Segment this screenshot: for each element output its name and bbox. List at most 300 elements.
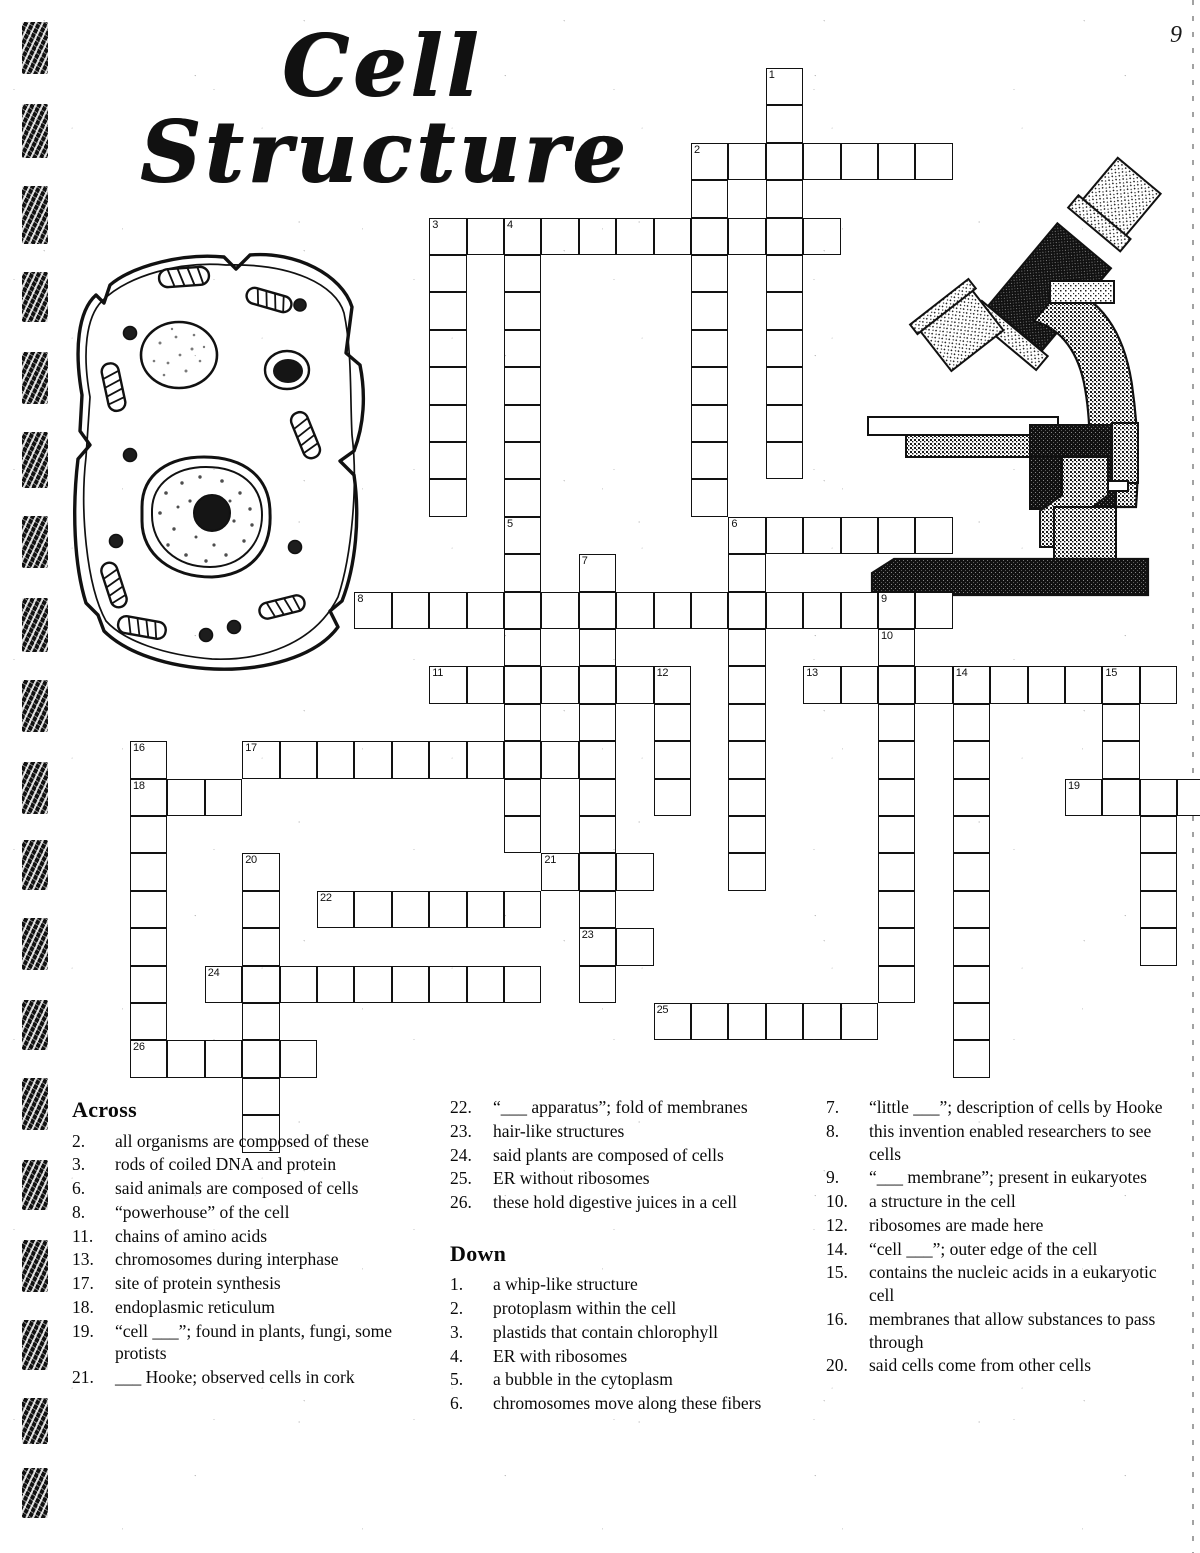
clue-text: membranes that allow substances to pass through bbox=[869, 1308, 1156, 1352]
crossword-cell[interactable] bbox=[579, 704, 616, 741]
down-clue-item bbox=[826, 1120, 1186, 1166]
crossword-cell[interactable] bbox=[541, 218, 578, 255]
crossword-cell-number: 16 bbox=[133, 742, 145, 755]
crossword-cell-number: 10 bbox=[881, 630, 893, 642]
crossword-cell[interactable] bbox=[541, 741, 578, 778]
crossword-cell[interactable] bbox=[579, 554, 616, 591]
clue-number: 14. bbox=[826, 1238, 848, 1259]
crossword-cell[interactable] bbox=[429, 442, 466, 479]
clue-number: 6. bbox=[450, 1393, 464, 1414]
crossword-cell[interactable] bbox=[504, 816, 541, 853]
crossword-cell[interactable] bbox=[130, 1040, 167, 1077]
crossword-cell[interactable] bbox=[504, 442, 541, 479]
crossword-cell[interactable] bbox=[654, 1003, 691, 1040]
crossword-cell[interactable] bbox=[841, 666, 878, 703]
across-clue-item bbox=[450, 1144, 800, 1167]
clue-text: rods of coiled DNA and protein bbox=[115, 1154, 337, 1175]
crossword-cell[interactable] bbox=[841, 143, 878, 180]
crossword-cell[interactable] bbox=[579, 966, 616, 1003]
crossword-cell[interactable] bbox=[953, 853, 990, 890]
crossword-cell-number: 3 bbox=[432, 218, 439, 231]
down-clue-item bbox=[826, 1166, 1186, 1189]
crossword-cell[interactable] bbox=[728, 629, 765, 666]
across-heading: Across bbox=[72, 1097, 137, 1122]
clue-number: 2. bbox=[72, 1130, 86, 1151]
across-clue-item bbox=[72, 1296, 427, 1319]
crossword-cell[interactable] bbox=[766, 218, 803, 255]
crossword-cell[interactable] bbox=[429, 891, 466, 928]
crossword-cell[interactable] bbox=[803, 517, 840, 554]
clue-text: said animals are composed of cells bbox=[115, 1178, 359, 1199]
crossword-cell[interactable] bbox=[579, 666, 616, 703]
crossword-cell[interactable] bbox=[205, 966, 242, 1003]
across-clue-item bbox=[72, 1130, 427, 1153]
crossword-cell[interactable] bbox=[728, 666, 765, 703]
crossword-cell[interactable] bbox=[1140, 666, 1177, 703]
crossword-cell[interactable] bbox=[1140, 928, 1177, 965]
crossword-cell[interactable] bbox=[915, 143, 952, 180]
crossword-cell[interactable] bbox=[504, 554, 541, 591]
crossword-cell[interactable] bbox=[317, 891, 354, 928]
crossword-cell[interactable] bbox=[242, 966, 279, 1003]
crossword-cell[interactable] bbox=[766, 442, 803, 479]
crossword-cell[interactable] bbox=[691, 180, 728, 217]
crossword-cell[interactable] bbox=[766, 517, 803, 554]
across-clue-item bbox=[72, 1320, 427, 1366]
across-clue-item bbox=[72, 1201, 427, 1224]
crossword-cell[interactable] bbox=[242, 891, 279, 928]
clue-column-right bbox=[826, 1096, 1186, 1378]
crossword-cell[interactable] bbox=[953, 741, 990, 778]
crossword-cell[interactable] bbox=[1102, 666, 1139, 703]
crossword-cell[interactable] bbox=[429, 741, 466, 778]
crossword-cell[interactable] bbox=[579, 741, 616, 778]
crossword-cell[interactable] bbox=[878, 891, 915, 928]
crossword-cell[interactable] bbox=[878, 143, 915, 180]
crossword-cell[interactable] bbox=[579, 779, 616, 816]
crossword-cell[interactable] bbox=[841, 592, 878, 629]
clue-number: 22. bbox=[450, 1097, 472, 1117]
crossword-cell[interactable] bbox=[728, 816, 765, 853]
crossword-cell[interactable] bbox=[691, 367, 728, 404]
crossword-cell[interactable] bbox=[130, 966, 167, 1003]
crossword-cell[interactable] bbox=[504, 966, 541, 1003]
crossword-cell[interactable] bbox=[878, 816, 915, 853]
crossword-cell[interactable] bbox=[504, 592, 541, 629]
crossword-cell[interactable] bbox=[878, 779, 915, 816]
crossword-cell[interactable] bbox=[803, 143, 840, 180]
crossword-cell[interactable] bbox=[130, 1003, 167, 1040]
clue-number: 21. bbox=[72, 1367, 94, 1388]
crossword-cell[interactable] bbox=[878, 966, 915, 1003]
crossword-cell[interactable] bbox=[167, 1040, 204, 1077]
crossword-cell[interactable] bbox=[691, 292, 728, 329]
crossword-cell[interactable] bbox=[728, 554, 765, 591]
crossword-cell[interactable] bbox=[429, 218, 466, 255]
crossword-cell[interactable] bbox=[504, 704, 541, 741]
crossword-cell[interactable] bbox=[579, 629, 616, 666]
crossword-cell[interactable] bbox=[766, 592, 803, 629]
crossword-cell[interactable] bbox=[728, 218, 765, 255]
crossword-cell-number: 20 bbox=[245, 854, 257, 867]
clue-text: chromosomes move along these fibers bbox=[493, 1393, 762, 1414]
clue-text: these hold digestive juices in a cell bbox=[493, 1192, 737, 1212]
title-line-1: Cell bbox=[282, 16, 483, 115]
crossword-cell-number: 4 bbox=[507, 218, 513, 231]
crossword-cell[interactable] bbox=[242, 928, 279, 965]
down-clue-item bbox=[450, 1321, 800, 1344]
crossword-cell[interactable] bbox=[130, 816, 167, 853]
crossword-cell[interactable] bbox=[953, 704, 990, 741]
clue-text: “___ membrane”; present in eukaryotes bbox=[869, 1167, 1147, 1188]
crossword-cell[interactable] bbox=[953, 779, 990, 816]
crossword-cell[interactable] bbox=[429, 966, 466, 1003]
crossword-cell[interactable] bbox=[429, 592, 466, 629]
crossword-cell[interactable] bbox=[803, 218, 840, 255]
clue-text: ER with ribosomes bbox=[493, 1345, 628, 1366]
across-clue-item bbox=[450, 1167, 800, 1190]
crossword-cell[interactable] bbox=[766, 292, 803, 329]
crossword-cell[interactable] bbox=[616, 592, 653, 629]
crossword-cell[interactable] bbox=[654, 592, 691, 629]
crossword-cell[interactable] bbox=[541, 853, 578, 890]
crossword-cell[interactable] bbox=[1140, 853, 1177, 890]
crossword-cell[interactable] bbox=[1102, 779, 1139, 816]
crossword-cell[interactable] bbox=[467, 741, 504, 778]
crossword-cell[interactable] bbox=[205, 1040, 242, 1077]
crossword-cell[interactable] bbox=[691, 442, 728, 479]
crossword-cell[interactable] bbox=[728, 1003, 765, 1040]
crossword-cell-number: 21 bbox=[544, 854, 557, 867]
crossword-cell[interactable] bbox=[878, 741, 915, 778]
clue-text: chains of amino acids bbox=[115, 1225, 268, 1246]
crossword-cell[interactable] bbox=[766, 143, 803, 180]
crossword-cell-number: 22 bbox=[320, 891, 332, 904]
clue-number: 23. bbox=[450, 1120, 472, 1141]
crossword-cell[interactable] bbox=[392, 966, 429, 1003]
crossword-cell[interactable] bbox=[504, 891, 541, 928]
clue-number: 6. bbox=[72, 1178, 86, 1199]
crossword-cell[interactable] bbox=[429, 330, 466, 367]
crossword-cell[interactable] bbox=[953, 1040, 990, 1077]
crossword-cell-number: 7 bbox=[581, 555, 588, 568]
crossword-cell[interactable] bbox=[878, 629, 915, 666]
crossword-cell[interactable] bbox=[766, 105, 803, 142]
crossword-cell[interactable] bbox=[616, 218, 653, 255]
down-clue-item bbox=[450, 1273, 800, 1296]
crossword-cell[interactable] bbox=[579, 928, 616, 965]
crossword-cell[interactable] bbox=[541, 666, 578, 703]
crossword-cell-number: 17 bbox=[245, 742, 257, 755]
clue-number: 9. bbox=[826, 1167, 840, 1188]
crossword-cell[interactable] bbox=[728, 517, 765, 554]
down-clue-item bbox=[826, 1238, 1186, 1261]
crossword-cell[interactable] bbox=[354, 891, 391, 928]
crossword-cell[interactable] bbox=[691, 143, 728, 180]
crossword-cell[interactable] bbox=[841, 517, 878, 554]
across-clue-item bbox=[72, 1177, 427, 1200]
crossword-cell[interactable] bbox=[579, 853, 616, 890]
across-clue-item bbox=[450, 1120, 800, 1143]
crossword-cell[interactable] bbox=[242, 741, 279, 778]
clue-text: a bubble in the cytoplasm bbox=[493, 1369, 673, 1390]
crossword-cell[interactable] bbox=[654, 666, 691, 703]
crossword-cell[interactable] bbox=[354, 592, 391, 629]
crossword-cell[interactable] bbox=[429, 479, 466, 516]
crossword-cell[interactable] bbox=[280, 1040, 317, 1077]
across-clue-item bbox=[72, 1225, 427, 1248]
clue-number: 2. bbox=[450, 1298, 464, 1319]
crossword-cell[interactable] bbox=[467, 592, 504, 629]
crossword-cell[interactable] bbox=[354, 741, 391, 778]
crossword-cell[interactable] bbox=[953, 1003, 990, 1040]
title-line-2: Structure bbox=[140, 102, 630, 201]
crossword-cell[interactable] bbox=[878, 704, 915, 741]
clue-text: this invention enabled researchers to see cells bbox=[869, 1120, 1152, 1164]
clue-text: a structure in the cell bbox=[869, 1191, 1016, 1211]
crossword-cell[interactable] bbox=[541, 592, 578, 629]
crossword-cell[interactable] bbox=[467, 218, 504, 255]
crossword-cell[interactable] bbox=[616, 853, 653, 890]
crossword-cell[interactable] bbox=[1140, 816, 1177, 853]
crossword-cell-number: 9 bbox=[881, 592, 887, 605]
crossword-cell[interactable] bbox=[728, 143, 765, 180]
crossword-cell[interactable] bbox=[242, 1003, 279, 1040]
crossword-cell[interactable] bbox=[504, 405, 541, 442]
crossword-cell[interactable] bbox=[504, 479, 541, 516]
crossword-cell[interactable] bbox=[504, 218, 541, 255]
crossword-cell[interactable] bbox=[392, 592, 429, 629]
crossword-cell[interactable] bbox=[280, 741, 317, 778]
crossword-cell[interactable] bbox=[878, 592, 915, 629]
clue-text: all organisms are composed of these bbox=[115, 1130, 369, 1151]
crossword-cell[interactable] bbox=[504, 367, 541, 404]
crossword-cell[interactable] bbox=[242, 1040, 279, 1077]
clue-text: “powerhouse” of the cell bbox=[115, 1201, 290, 1222]
crossword-cell[interactable] bbox=[728, 779, 765, 816]
crossword-cell[interactable] bbox=[766, 1003, 803, 1040]
down-clue-item bbox=[826, 1214, 1186, 1237]
clue-text: “cell ___”; outer edge of the cell bbox=[869, 1238, 1098, 1259]
clue-number: 18. bbox=[72, 1296, 94, 1317]
crossword-cell[interactable] bbox=[728, 592, 765, 629]
crossword-cell[interactable] bbox=[766, 367, 803, 404]
clue-number: 17. bbox=[72, 1273, 94, 1294]
crossword-cell[interactable] bbox=[130, 928, 167, 965]
crossword-cell[interactable] bbox=[392, 741, 429, 778]
crossword-cell[interactable] bbox=[878, 928, 915, 965]
crossword-cell[interactable] bbox=[467, 666, 504, 703]
crossword-cell[interactable] bbox=[915, 666, 952, 703]
crossword-cell[interactable] bbox=[1065, 779, 1102, 816]
crossword-cell[interactable] bbox=[616, 928, 653, 965]
crossword-cell[interactable] bbox=[504, 330, 541, 367]
across-clue-item bbox=[72, 1153, 427, 1176]
crossword-cell[interactable] bbox=[691, 1003, 728, 1040]
crossword-cell[interactable] bbox=[392, 891, 429, 928]
crossword-cell[interactable] bbox=[504, 741, 541, 778]
crossword-cell[interactable] bbox=[317, 741, 354, 778]
crossword-cell-number: 13 bbox=[806, 667, 818, 680]
crossword-cell[interactable] bbox=[654, 741, 691, 778]
clue-number: 16. bbox=[826, 1308, 848, 1329]
crossword-cell[interactable] bbox=[841, 1003, 878, 1040]
crossword-cell[interactable] bbox=[504, 629, 541, 666]
crossword-cell[interactable] bbox=[654, 704, 691, 741]
crossword-cell[interactable] bbox=[766, 255, 803, 292]
crossword-cell[interactable] bbox=[1102, 741, 1139, 778]
crossword-cell[interactable] bbox=[579, 218, 616, 255]
clue-number: 10. bbox=[826, 1191, 848, 1211]
crossword-cell-number: 15 bbox=[1105, 667, 1118, 680]
clue-number: 25. bbox=[450, 1168, 472, 1189]
crossword-cell[interactable] bbox=[953, 891, 990, 928]
across-clue-item bbox=[72, 1248, 427, 1271]
clues-section bbox=[0, 1096, 1200, 1553]
crossword-cell[interactable] bbox=[953, 666, 990, 703]
across-clue-list-part1 bbox=[72, 1130, 427, 1389]
crossword-cell[interactable] bbox=[728, 853, 765, 890]
crossword-cell[interactable] bbox=[504, 292, 541, 329]
down-clue-item bbox=[826, 1354, 1186, 1377]
crossword-cell-number: 11 bbox=[432, 667, 444, 680]
crossword-cell[interactable] bbox=[766, 68, 803, 105]
crossword-cell[interactable] bbox=[467, 891, 504, 928]
crossword-cell[interactable] bbox=[1140, 779, 1177, 816]
clue-number: 12. bbox=[826, 1214, 848, 1235]
crossword-cell[interactable] bbox=[990, 666, 1027, 703]
clue-text: said plants are composed of cells bbox=[493, 1144, 724, 1165]
crossword-cell[interactable] bbox=[766, 180, 803, 217]
crossword-cell[interactable] bbox=[803, 666, 840, 703]
clue-number: 4. bbox=[450, 1345, 464, 1366]
crossword-cell[interactable] bbox=[915, 592, 952, 629]
clue-text: hair-like structures bbox=[493, 1120, 625, 1141]
crossword-cell-number: 26 bbox=[133, 1041, 145, 1054]
clue-text: endoplasmic reticulum bbox=[115, 1296, 275, 1317]
across-clue-item bbox=[72, 1366, 427, 1389]
crossword-cell[interactable] bbox=[579, 816, 616, 853]
crossword-cell[interactable] bbox=[317, 966, 354, 1003]
clue-number: 5. bbox=[450, 1369, 464, 1390]
crossword-cell[interactable] bbox=[803, 1003, 840, 1040]
crossword-cell-number: 25 bbox=[656, 1004, 669, 1016]
clue-text: chromosomes during interphase bbox=[115, 1249, 339, 1270]
crossword-cell[interactable] bbox=[953, 928, 990, 965]
clue-number: 20. bbox=[826, 1355, 848, 1376]
crossword-cell[interactable] bbox=[915, 517, 952, 554]
clue-text: ___ Hooke; observed cells in cork bbox=[115, 1367, 355, 1388]
crossword-cell[interactable] bbox=[691, 405, 728, 442]
crossword-cell[interactable] bbox=[579, 592, 616, 629]
crossword-cell[interactable] bbox=[691, 330, 728, 367]
clue-text: ER without ribosomes bbox=[493, 1168, 650, 1189]
crossword-cell[interactable] bbox=[504, 779, 541, 816]
crossword-cell-number: 19 bbox=[1068, 779, 1080, 792]
crossword-cell-number: 1 bbox=[768, 69, 775, 81]
clue-text: protoplasm within the cell bbox=[493, 1298, 677, 1319]
down-clue-item bbox=[826, 1261, 1186, 1307]
crossword-cell[interactable] bbox=[242, 853, 279, 890]
crossword-cell[interactable] bbox=[691, 592, 728, 629]
across-clue-item bbox=[72, 1272, 427, 1295]
crossword-cell[interactable] bbox=[579, 891, 616, 928]
clue-number: 3. bbox=[72, 1154, 86, 1175]
crossword-cell[interactable] bbox=[654, 779, 691, 816]
crossword-cell[interactable] bbox=[766, 405, 803, 442]
across-clue-item bbox=[450, 1191, 800, 1214]
crossword-cell[interactable] bbox=[691, 218, 728, 255]
crossword-cell[interactable] bbox=[429, 666, 466, 703]
down-clue-item bbox=[826, 1190, 1186, 1213]
crossword-cell-number: 8 bbox=[357, 592, 364, 605]
crossword-cell[interactable] bbox=[691, 255, 728, 292]
crossword-cell[interactable] bbox=[728, 704, 765, 741]
crossword-cell[interactable] bbox=[878, 666, 915, 703]
crossword-cell[interactable] bbox=[1177, 779, 1200, 816]
crossword-cell[interactable] bbox=[504, 517, 541, 554]
crossword-cell[interactable] bbox=[130, 853, 167, 890]
crossword-cell[interactable] bbox=[280, 966, 317, 1003]
crossword-cell[interactable] bbox=[878, 517, 915, 554]
crossword-cell-number: 14 bbox=[955, 667, 968, 680]
crossword-cell[interactable] bbox=[429, 292, 466, 329]
crossword-cell[interactable] bbox=[953, 966, 990, 1003]
crossword-cell[interactable] bbox=[130, 779, 167, 816]
crossword-cell[interactable] bbox=[130, 891, 167, 928]
crossword-cell[interactable] bbox=[429, 367, 466, 404]
crossword-cell[interactable] bbox=[504, 255, 541, 292]
clue-text: “___ apparatus”; fold of membranes bbox=[493, 1097, 748, 1117]
crossword-cell[interactable] bbox=[429, 405, 466, 442]
clue-text: plastids that contain chlorophyll bbox=[493, 1321, 719, 1342]
crossword-cell[interactable] bbox=[803, 592, 840, 629]
clue-column-left bbox=[72, 1096, 427, 1390]
down-heading: Down bbox=[450, 1240, 507, 1266]
crossword-cell[interactable] bbox=[953, 816, 990, 853]
crossword-cell[interactable] bbox=[167, 779, 204, 816]
down-clue-list-part1 bbox=[450, 1273, 800, 1415]
crossword-cell[interactable] bbox=[728, 741, 765, 778]
crossword-cell[interactable] bbox=[504, 666, 541, 703]
clue-number: 19. bbox=[72, 1320, 94, 1341]
crossword-cell[interactable] bbox=[205, 779, 242, 816]
crossword-cell[interactable] bbox=[654, 218, 691, 255]
crossword-cell[interactable] bbox=[130, 741, 167, 778]
clue-text: “little ___”; description of cells by Hooke bbox=[869, 1097, 1163, 1117]
crossword-cell-number: 5 bbox=[507, 517, 513, 530]
crossword-cell[interactable] bbox=[878, 853, 915, 890]
crossword-cell[interactable] bbox=[1102, 704, 1139, 741]
crossword-cell[interactable] bbox=[691, 479, 728, 516]
clue-number: 26. bbox=[450, 1192, 472, 1212]
crossword-cell[interactable] bbox=[766, 330, 803, 367]
crossword-cell[interactable] bbox=[1028, 666, 1065, 703]
clue-number: 15. bbox=[826, 1262, 848, 1283]
crossword-cell[interactable] bbox=[429, 255, 466, 292]
clue-text: site of protein synthesis bbox=[115, 1273, 281, 1294]
crossword-cell-number: 2 bbox=[694, 143, 700, 156]
crossword-cell-number: 12 bbox=[656, 667, 669, 680]
clue-text: contains the nucleic acids in a eukaryotic cell bbox=[869, 1262, 1157, 1305]
crossword-cell[interactable] bbox=[467, 966, 504, 1003]
crossword-cell[interactable] bbox=[616, 666, 653, 703]
crossword-cell[interactable] bbox=[354, 966, 391, 1003]
crossword-cell[interactable] bbox=[1140, 891, 1177, 928]
crossword-cell[interactable] bbox=[1065, 666, 1102, 703]
across-clue-list-part2 bbox=[450, 1096, 800, 1214]
clue-number: 13. bbox=[72, 1249, 94, 1270]
